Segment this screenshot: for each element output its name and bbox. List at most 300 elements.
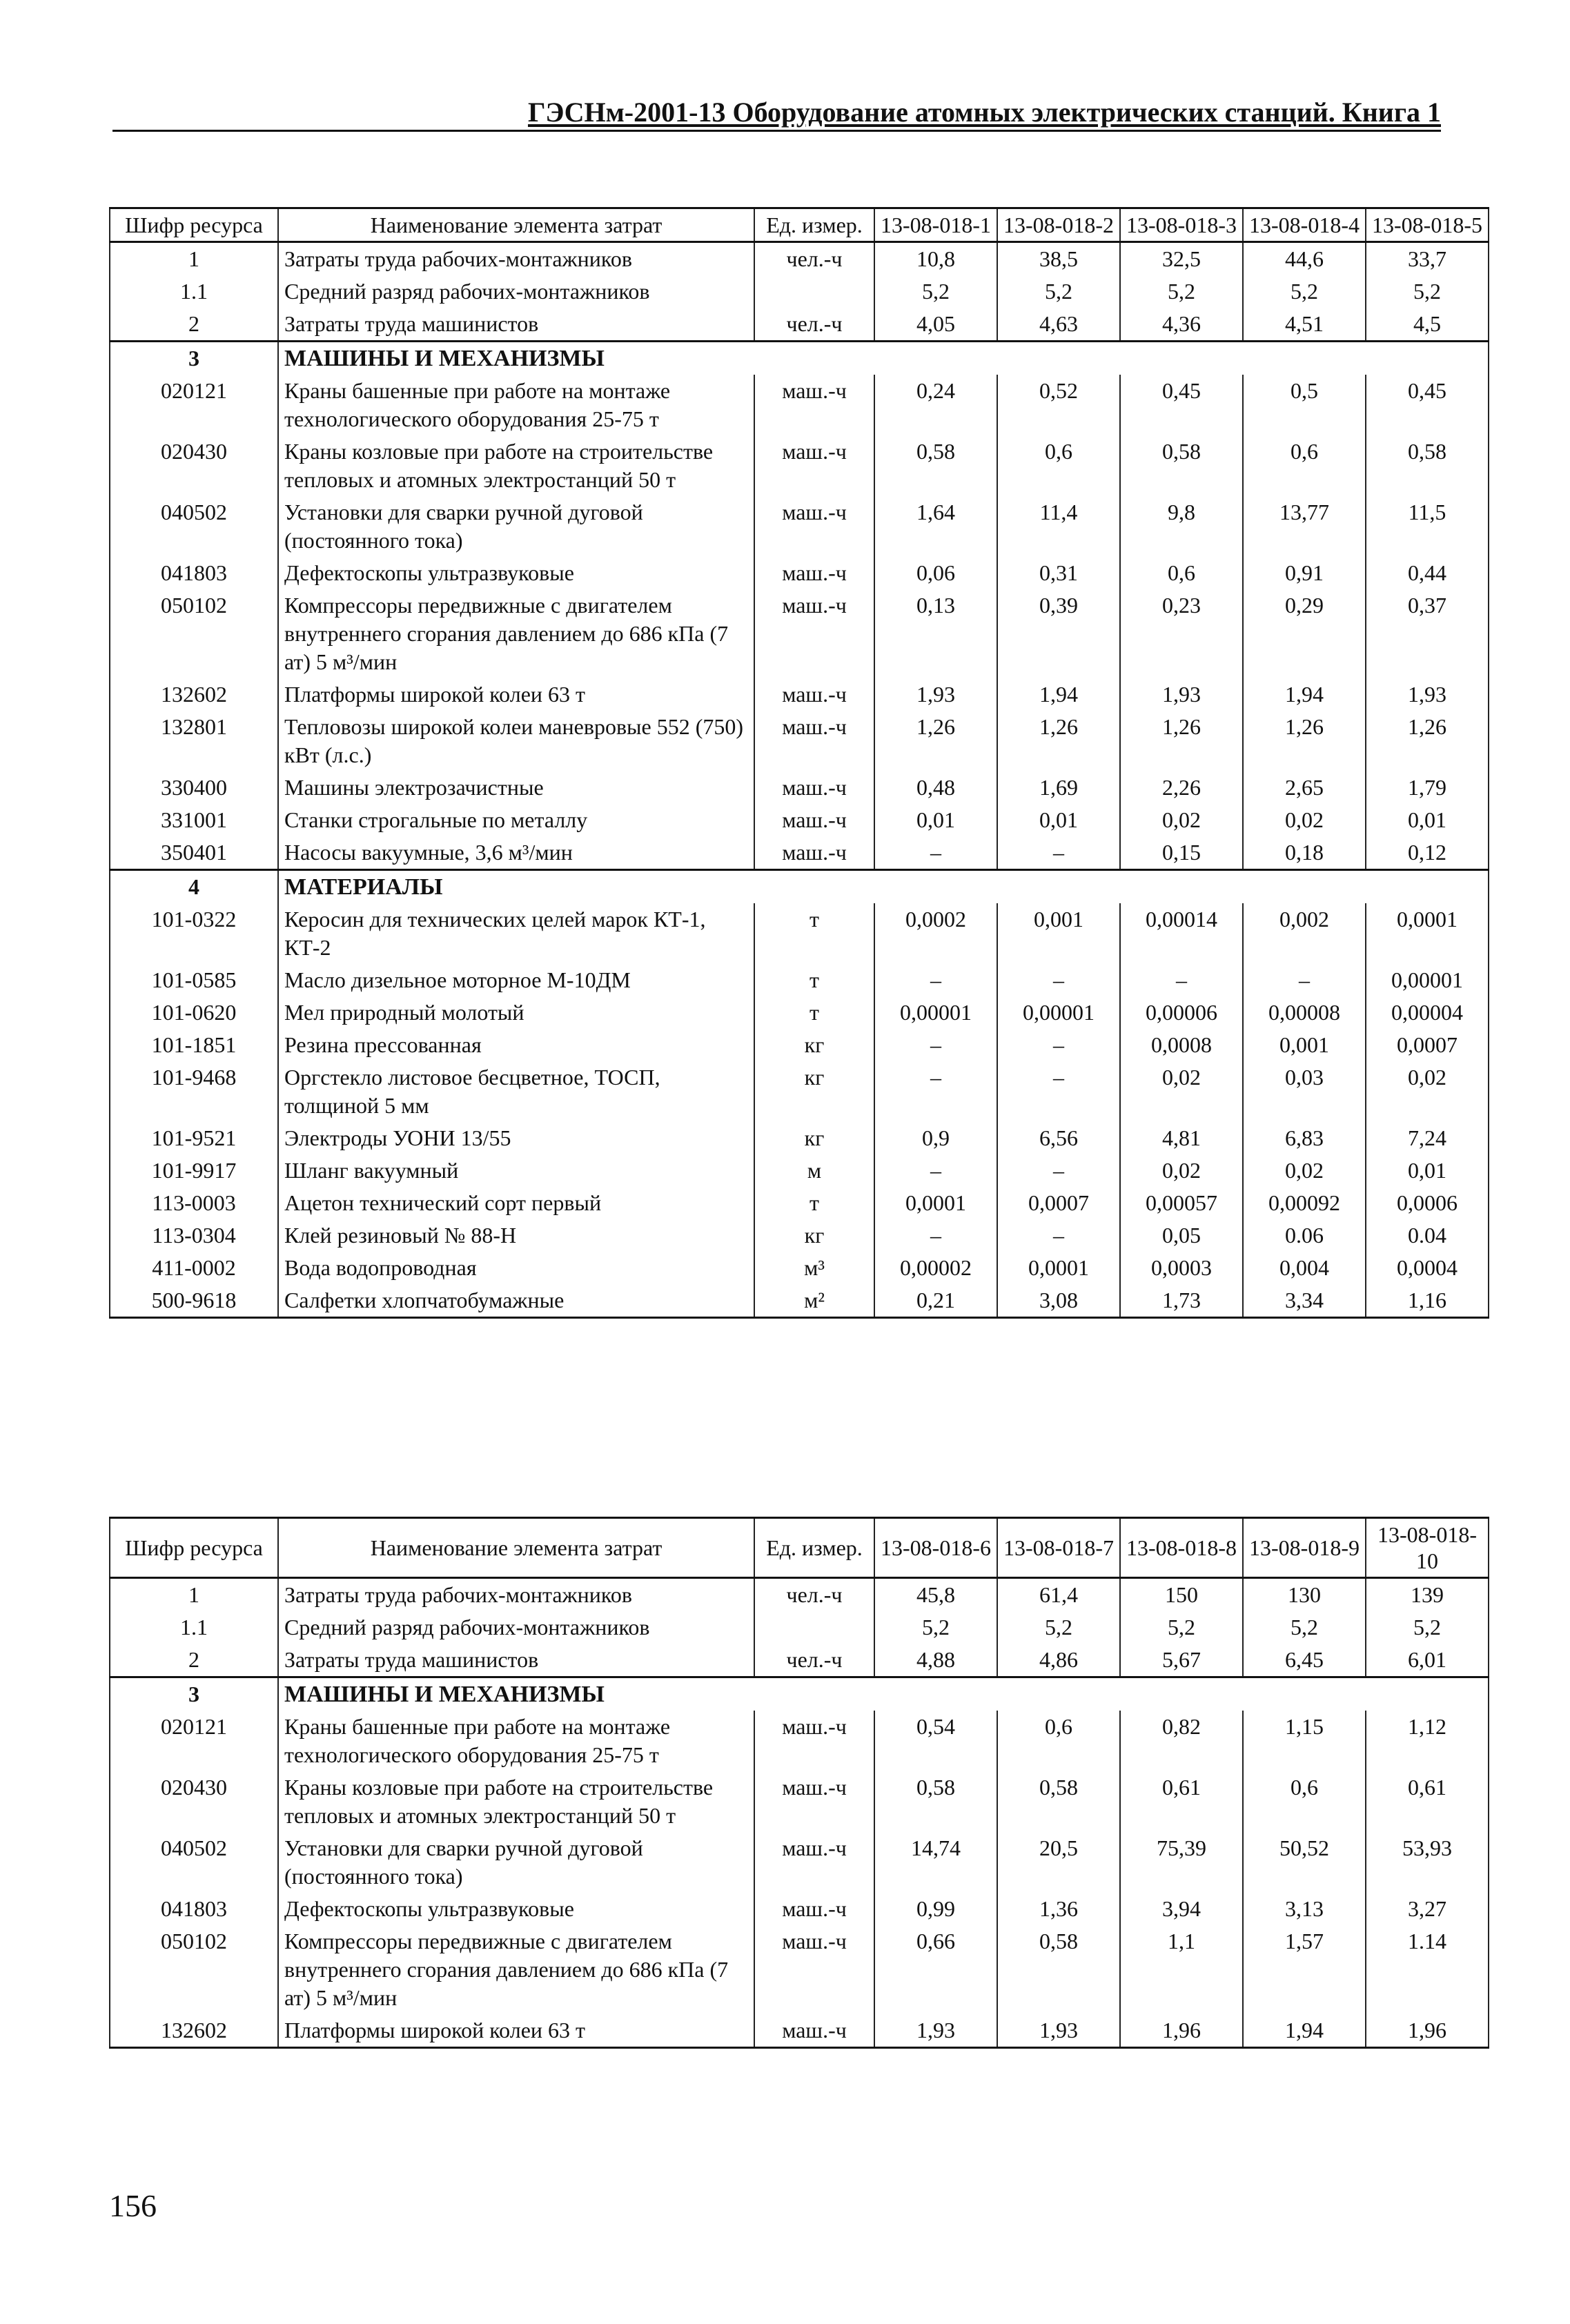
resource-code: 020121 xyxy=(110,375,278,435)
norm-value: 0,02 xyxy=(1120,1154,1243,1187)
norm-value: 0,39 xyxy=(997,589,1120,678)
norm-value: 4,05 xyxy=(874,308,997,342)
resource-unit: кг xyxy=(754,1122,874,1154)
resource-unit: м xyxy=(754,1154,874,1187)
norm-value: 1,26 xyxy=(997,711,1120,771)
page-header xyxy=(112,95,1441,132)
header-norm-1: 13-08-018-1 xyxy=(874,208,997,242)
resource-unit: маш.-ч xyxy=(754,589,874,678)
resource-code: 1 xyxy=(110,1578,278,1612)
resource-code: 050102 xyxy=(110,1925,278,2014)
norm-value: 0,03 xyxy=(1243,1061,1366,1122)
resource-code: 1.1 xyxy=(110,275,278,308)
norm-value: – xyxy=(874,1029,997,1061)
norm-value: 13,77 xyxy=(1243,496,1366,557)
norm-value: – xyxy=(997,836,1120,870)
resource-name: Керосин для технических целей марок КТ-1, КТ-2 xyxy=(278,903,754,964)
norm-value: 0,00001 xyxy=(874,996,997,1029)
resource-name: Станки строгальные по металлу xyxy=(278,804,754,836)
norm-value: 0,002 xyxy=(1243,903,1366,964)
page-number: 156 xyxy=(109,2188,157,2223)
norm-value: 5,2 xyxy=(874,1611,997,1644)
resource-name: Масло дизельное моторное М-10ДМ xyxy=(278,964,754,996)
norm-value: 1,96 xyxy=(1120,2014,1243,2048)
norm-value: 1,36 xyxy=(997,1893,1120,1925)
norm-value: – xyxy=(1243,964,1366,996)
norm-value: 1,69 xyxy=(997,771,1120,804)
table-row xyxy=(110,1711,1489,1771)
norm-value: 32,5 xyxy=(1120,242,1243,276)
table-row xyxy=(110,275,1489,308)
norm-value: 0,0001 xyxy=(1366,903,1489,964)
norm-value: 5,67 xyxy=(1120,1644,1243,1677)
header-code: Шифр ресурса xyxy=(110,208,278,242)
norm-value: 0,0001 xyxy=(997,1252,1120,1284)
norm-value: 0,58 xyxy=(1120,435,1243,496)
norm-value: 0,0007 xyxy=(997,1187,1120,1219)
resource-code: 132801 xyxy=(110,711,278,771)
resource-name: Насосы вакуумные, 3,6 м³/мин xyxy=(278,836,754,870)
norm-value: 1,64 xyxy=(874,496,997,557)
norm-value: 0,06 xyxy=(874,557,997,589)
resource-unit: маш.-ч xyxy=(754,496,874,557)
norm-value: 0.04 xyxy=(1366,1219,1489,1252)
table-row xyxy=(110,242,1489,276)
resource-unit: маш.-ч xyxy=(754,2014,874,2048)
resource-code: 1 xyxy=(110,242,278,276)
norm-value: 0,48 xyxy=(874,771,997,804)
norm-value: 4,51 xyxy=(1243,308,1366,342)
norm-value: 5,2 xyxy=(997,1611,1120,1644)
norm-value: 1,12 xyxy=(1366,1711,1489,1771)
table-row xyxy=(110,1219,1489,1252)
resource-code: 132602 xyxy=(110,2014,278,2048)
norm-value: 0,13 xyxy=(874,589,997,678)
table-row xyxy=(110,557,1489,589)
norm-value: 0,54 xyxy=(874,1711,997,1771)
norm-value: 0,9 xyxy=(874,1122,997,1154)
resource-table-1 xyxy=(109,207,1489,1319)
norm-value: 2,65 xyxy=(1243,771,1366,804)
table-row xyxy=(110,435,1489,496)
resource-table-2 xyxy=(109,1517,1489,2049)
resource-code: 101-0620 xyxy=(110,996,278,1029)
table-row xyxy=(110,1029,1489,1061)
norm-value: 0,001 xyxy=(1243,1029,1366,1061)
norm-value: 0,00092 xyxy=(1243,1187,1366,1219)
norm-value: 0,00001 xyxy=(997,996,1120,1029)
norm-value: 0,0001 xyxy=(874,1187,997,1219)
norm-value: 1,93 xyxy=(874,678,997,711)
header-norm-4: 13-08-018-9 xyxy=(1243,1518,1366,1578)
resource-name: Затраты труда рабочих-монтажников xyxy=(278,1578,754,1612)
table-row xyxy=(110,1284,1489,1318)
norm-value: 0,00006 xyxy=(1120,996,1243,1029)
norm-value: 5,2 xyxy=(1243,275,1366,308)
norm-value: 4,88 xyxy=(874,1644,997,1677)
resource-code: 4 xyxy=(110,870,278,904)
norm-value: 0,02 xyxy=(1120,1061,1243,1122)
resource-name: Затраты труда рабочих-монтажников xyxy=(278,242,754,276)
resource-code: 040502 xyxy=(110,496,278,557)
header-unit: Ед. измер. xyxy=(754,1518,874,1578)
norm-value: 1,93 xyxy=(1120,678,1243,711)
resource-code: 3 xyxy=(110,1677,278,1711)
norm-value: 0,58 xyxy=(1366,435,1489,496)
resource-name: Краны козловые при работе на строительстве тепловых и атомных электростанций 50 т xyxy=(278,1771,754,1832)
resource-code: 040502 xyxy=(110,1832,278,1893)
norm-value: 6,01 xyxy=(1366,1644,1489,1677)
resource-unit: маш.-ч xyxy=(754,375,874,435)
norm-value: 1,94 xyxy=(1243,678,1366,711)
section-row xyxy=(110,342,1489,375)
resource-code: 101-0322 xyxy=(110,903,278,964)
norm-value: 0,01 xyxy=(1366,1154,1489,1187)
norm-value: 0,99 xyxy=(874,1893,997,1925)
norm-value: 6,83 xyxy=(1243,1122,1366,1154)
norm-value: 33,7 xyxy=(1366,242,1489,276)
norm-value: 0,21 xyxy=(874,1284,997,1318)
resource-code: 101-9468 xyxy=(110,1061,278,1122)
norm-value: 0,66 xyxy=(874,1925,997,2014)
resource-name: Компрессоры передвижные с двигателем внутреннего сгорания давлением до 686 кПа (7 ат) 5 м³/мин xyxy=(278,1925,754,2014)
table-row xyxy=(110,996,1489,1029)
table-row xyxy=(110,1122,1489,1154)
header-norm-2: 13-08-018-7 xyxy=(997,1518,1120,1578)
norm-value: 0,0007 xyxy=(1366,1029,1489,1061)
resource-unit: маш.-ч xyxy=(754,678,874,711)
norm-value: – xyxy=(997,964,1120,996)
table-row xyxy=(110,711,1489,771)
page-title: ГЭСНм-2001-13 Оборудование атомных электрических станций. Книга 1 xyxy=(527,97,1441,128)
resource-code: 020430 xyxy=(110,1771,278,1832)
resource-code: 350401 xyxy=(110,836,278,870)
norm-value: – xyxy=(874,1061,997,1122)
section-title: МАШИНЫ И МЕХАНИЗМЫ xyxy=(278,342,1489,375)
norm-value: 1,57 xyxy=(1243,1925,1366,2014)
resource-code: 101-0585 xyxy=(110,964,278,996)
resource-unit: маш.-ч xyxy=(754,435,874,496)
resource-code: 1.1 xyxy=(110,1611,278,1644)
norm-value: 0,00002 xyxy=(874,1252,997,1284)
resource-name: Установки для сварки ручной дуговой (постоянного тока) xyxy=(278,496,754,557)
norm-value: 0,58 xyxy=(874,1771,997,1832)
resource-unit: маш.-ч xyxy=(754,836,874,870)
resource-unit: т xyxy=(754,964,874,996)
norm-value: 20,5 xyxy=(997,1832,1120,1893)
norm-value: 11,4 xyxy=(997,496,1120,557)
norm-value: 61,4 xyxy=(997,1578,1120,1612)
norm-value: 38,5 xyxy=(997,242,1120,276)
norm-value: 0,5 xyxy=(1243,375,1366,435)
resource-unit: маш.-ч xyxy=(754,1711,874,1771)
table-row xyxy=(110,496,1489,557)
table-row xyxy=(110,1061,1489,1122)
resource-name: Тепловозы широкой колеи маневровые 552 (750) кВт (л.с.) xyxy=(278,711,754,771)
norm-value: 0,02 xyxy=(1243,804,1366,836)
norm-value: 6,56 xyxy=(997,1122,1120,1154)
table-row xyxy=(110,308,1489,342)
resource-unit: кг xyxy=(754,1029,874,1061)
norm-value: 1,94 xyxy=(1243,2014,1366,2048)
norm-value: 0.06 xyxy=(1243,1219,1366,1252)
norm-value: 1,96 xyxy=(1366,2014,1489,2048)
norm-value: 0,6 xyxy=(997,435,1120,496)
norm-value: 0,6 xyxy=(997,1711,1120,1771)
norm-value: 0,0002 xyxy=(874,903,997,964)
table-row xyxy=(110,771,1489,804)
norm-value: 1,94 xyxy=(997,678,1120,711)
norm-value: 4,5 xyxy=(1366,308,1489,342)
norm-value: 7,24 xyxy=(1366,1122,1489,1154)
norm-value: 0,12 xyxy=(1366,836,1489,870)
table-row xyxy=(110,903,1489,964)
norm-value: 1,79 xyxy=(1366,771,1489,804)
norm-value: 0,05 xyxy=(1120,1219,1243,1252)
norm-value: 0,02 xyxy=(1120,804,1243,836)
resource-name: Краны козловые при работе на строительстве тепловых и атомных электростанций 50 т xyxy=(278,435,754,496)
resource-code: 113-0003 xyxy=(110,1187,278,1219)
table-row xyxy=(110,836,1489,870)
resource-name: Средний разряд рабочих-монтажников xyxy=(278,275,754,308)
header-row xyxy=(110,208,1489,242)
norm-value: 2,26 xyxy=(1120,771,1243,804)
norm-value: 0,52 xyxy=(997,375,1120,435)
norm-value: 0,58 xyxy=(874,435,997,496)
norm-value: 1.14 xyxy=(1366,1925,1489,2014)
norm-value: 0,31 xyxy=(997,557,1120,589)
resource-code: 331001 xyxy=(110,804,278,836)
resource-name: Оргстекло листовое бесцветное, ТОСП, толщиной 5 мм xyxy=(278,1061,754,1122)
header-name: Наименование элемента затрат xyxy=(278,208,754,242)
resource-name: Средний разряд рабочих-монтажников xyxy=(278,1611,754,1644)
resource-name: Резина прессованная xyxy=(278,1029,754,1061)
norm-value: 4,36 xyxy=(1120,308,1243,342)
resource-name: Платформы широкой колеи 63 т xyxy=(278,2014,754,2048)
norm-value: – xyxy=(1120,964,1243,996)
norm-value: 0,00004 xyxy=(1366,996,1489,1029)
norm-value: 0,23 xyxy=(1120,589,1243,678)
norm-value: 0,6 xyxy=(1243,1771,1366,1832)
norm-value: 5,2 xyxy=(1120,1611,1243,1644)
table-row xyxy=(110,964,1489,996)
norm-value: – xyxy=(874,836,997,870)
resource-unit: кг xyxy=(754,1061,874,1122)
resource-unit: чел.-ч xyxy=(754,242,874,276)
norm-value: 1,16 xyxy=(1366,1284,1489,1318)
norm-value: 3,13 xyxy=(1243,1893,1366,1925)
norm-value: 3,08 xyxy=(997,1284,1120,1318)
section-row xyxy=(110,1677,1489,1711)
norm-value: 0,0003 xyxy=(1120,1252,1243,1284)
norm-value: 44,6 xyxy=(1243,242,1366,276)
norm-value: 0,0004 xyxy=(1366,1252,1489,1284)
resource-unit: маш.-ч xyxy=(754,771,874,804)
norm-value: 0,61 xyxy=(1366,1771,1489,1832)
norm-value: 0,00057 xyxy=(1120,1187,1243,1219)
norm-value: 3,94 xyxy=(1120,1893,1243,1925)
header-row xyxy=(110,1518,1489,1578)
norm-value: 0,61 xyxy=(1120,1771,1243,1832)
norm-value: 3,34 xyxy=(1243,1284,1366,1318)
norm-value: – xyxy=(997,1029,1120,1061)
resource-code: 411-0002 xyxy=(110,1252,278,1284)
norm-value: 0,82 xyxy=(1120,1711,1243,1771)
resource-name: Краны башенные при работе на монтаже технологического оборудования 25-75 т xyxy=(278,1711,754,1771)
table-row xyxy=(110,1611,1489,1644)
resource-unit: чел.-ч xyxy=(754,1644,874,1677)
header-unit: Ед. измер. xyxy=(754,208,874,242)
norm-value: – xyxy=(874,1154,997,1187)
norm-value: 150 xyxy=(1120,1578,1243,1612)
resource-code: 500-9618 xyxy=(110,1284,278,1318)
resource-unit: маш.-ч xyxy=(754,1925,874,2014)
header-norm-2: 13-08-018-2 xyxy=(997,208,1120,242)
norm-value: 0,24 xyxy=(874,375,997,435)
norm-value: – xyxy=(997,1061,1120,1122)
resource-unit: т xyxy=(754,903,874,964)
resource-unit: чел.-ч xyxy=(754,1578,874,1612)
table-row xyxy=(110,589,1489,678)
resource-name: Краны башенные при работе на монтаже технологического оборудования 25-75 т xyxy=(278,375,754,435)
norm-value: 1,15 xyxy=(1243,1711,1366,1771)
header-norm-3: 13-08-018-3 xyxy=(1120,208,1243,242)
section-title: МАШИНЫ И МЕХАНИЗМЫ xyxy=(278,1677,1489,1711)
resource-code: 2 xyxy=(110,1644,278,1677)
norm-value: 75,39 xyxy=(1120,1832,1243,1893)
resource-unit xyxy=(754,1611,874,1644)
header-norm-1: 13-08-018-6 xyxy=(874,1518,997,1578)
header-norm-3: 13-08-018-8 xyxy=(1120,1518,1243,1578)
norm-value: 1,26 xyxy=(1243,711,1366,771)
norm-value: 0,45 xyxy=(1366,375,1489,435)
norm-value: 0,0006 xyxy=(1366,1187,1489,1219)
resource-name: Дефектоскопы ультразвуковые xyxy=(278,557,754,589)
resource-code: 020121 xyxy=(110,1711,278,1771)
norm-value: – xyxy=(997,1219,1120,1252)
norm-value: 0,29 xyxy=(1243,589,1366,678)
table-row xyxy=(110,375,1489,435)
table-row xyxy=(110,1893,1489,1925)
norm-value: 14,74 xyxy=(874,1832,997,1893)
table-row xyxy=(110,804,1489,836)
norm-value: 0,37 xyxy=(1366,589,1489,678)
norm-value: 1,93 xyxy=(1366,678,1489,711)
resource-name: Машины электрозачистные xyxy=(278,771,754,804)
norm-value: 4,81 xyxy=(1120,1122,1243,1154)
resource-unit: маш.-ч xyxy=(754,1771,874,1832)
resource-code: 132602 xyxy=(110,678,278,711)
norm-value: 0,01 xyxy=(997,804,1120,836)
resource-code: 050102 xyxy=(110,589,278,678)
norm-value: 0,001 xyxy=(997,903,1120,964)
resource-unit: маш.-ч xyxy=(754,1832,874,1893)
norm-value: 0,44 xyxy=(1366,557,1489,589)
norm-value: 1,93 xyxy=(997,2014,1120,2048)
resource-name: Шланг вакуумный xyxy=(278,1154,754,1187)
norm-value: 0,58 xyxy=(997,1771,1120,1832)
norm-value: 0,02 xyxy=(1366,1061,1489,1122)
resource-code: 3 xyxy=(110,342,278,375)
table-row xyxy=(110,1925,1489,2014)
resource-code: 101-1851 xyxy=(110,1029,278,1061)
norm-value: 0,01 xyxy=(874,804,997,836)
resource-unit: маш.-ч xyxy=(754,804,874,836)
norm-value: 4,86 xyxy=(997,1644,1120,1677)
resource-code: 101-9917 xyxy=(110,1154,278,1187)
norm-value: 5,2 xyxy=(1120,275,1243,308)
norm-value: 5,2 xyxy=(1243,1611,1366,1644)
resource-name: Компрессоры передвижные с двигателем внутреннего сгорания давлением до 686 кПа (7 ат) 5 м³/мин xyxy=(278,589,754,678)
table-row xyxy=(110,1578,1489,1612)
resource-unit xyxy=(754,275,874,308)
table-row xyxy=(110,1832,1489,1893)
resource-code: 330400 xyxy=(110,771,278,804)
norm-value: 50,52 xyxy=(1243,1832,1366,1893)
section-title: МАТЕРИАЛЫ xyxy=(278,870,1489,904)
norm-value: 0,15 xyxy=(1120,836,1243,870)
resource-unit: м² xyxy=(754,1284,874,1318)
resource-name: Затраты труда машинистов xyxy=(278,1644,754,1677)
header-norm-5: 13-08-018-10 xyxy=(1366,1518,1489,1578)
norm-value: – xyxy=(874,964,997,996)
table-row xyxy=(110,678,1489,711)
norm-value: 6,45 xyxy=(1243,1644,1366,1677)
resource-code: 041803 xyxy=(110,557,278,589)
resource-name: Мел природный молотый xyxy=(278,996,754,1029)
resource-unit: кг xyxy=(754,1219,874,1252)
norm-value: 1,73 xyxy=(1120,1284,1243,1318)
resource-unit: чел.-ч xyxy=(754,308,874,342)
resource-unit: маш.-ч xyxy=(754,711,874,771)
norm-value: 0,58 xyxy=(997,1925,1120,2014)
norm-value: 53,93 xyxy=(1366,1832,1489,1893)
norm-value: 1,93 xyxy=(874,2014,997,2048)
norm-value: 10,8 xyxy=(874,242,997,276)
norm-value: 0,00001 xyxy=(1366,964,1489,996)
norm-value: 1,26 xyxy=(874,711,997,771)
resource-code: 041803 xyxy=(110,1893,278,1925)
norm-value: 45,8 xyxy=(874,1578,997,1612)
resource-name: Вода водопроводная xyxy=(278,1252,754,1284)
norm-value: – xyxy=(874,1219,997,1252)
resource-name: Затраты труда машинистов xyxy=(278,308,754,342)
resource-name: Электроды УОНИ 13/55 xyxy=(278,1122,754,1154)
norm-value: 139 xyxy=(1366,1578,1489,1612)
resource-name: Ацетон технический сорт первый xyxy=(278,1187,754,1219)
norm-value: 4,63 xyxy=(997,308,1120,342)
norm-value: 5,2 xyxy=(874,275,997,308)
header-norm-5: 13-08-018-5 xyxy=(1366,208,1489,242)
resource-code: 101-9521 xyxy=(110,1122,278,1154)
norm-value: 0,6 xyxy=(1243,435,1366,496)
table-row xyxy=(110,1187,1489,1219)
resource-name: Клей резиновый № 88-Н xyxy=(278,1219,754,1252)
norm-value: 0,01 xyxy=(1366,804,1489,836)
section-row xyxy=(110,870,1489,904)
table-row xyxy=(110,2014,1489,2048)
norm-value: 130 xyxy=(1243,1578,1366,1612)
norm-value: 0,004 xyxy=(1243,1252,1366,1284)
header-norm-4: 13-08-018-4 xyxy=(1243,208,1366,242)
norm-value: 0,0008 xyxy=(1120,1029,1243,1061)
norm-value: 0,45 xyxy=(1120,375,1243,435)
norm-value: 1,26 xyxy=(1366,711,1489,771)
header-code: Шифр ресурса xyxy=(110,1518,278,1578)
resource-name: Платформы широкой колеи 63 т xyxy=(278,678,754,711)
norm-value: 9,8 xyxy=(1120,496,1243,557)
norm-value: 0,00008 xyxy=(1243,996,1366,1029)
